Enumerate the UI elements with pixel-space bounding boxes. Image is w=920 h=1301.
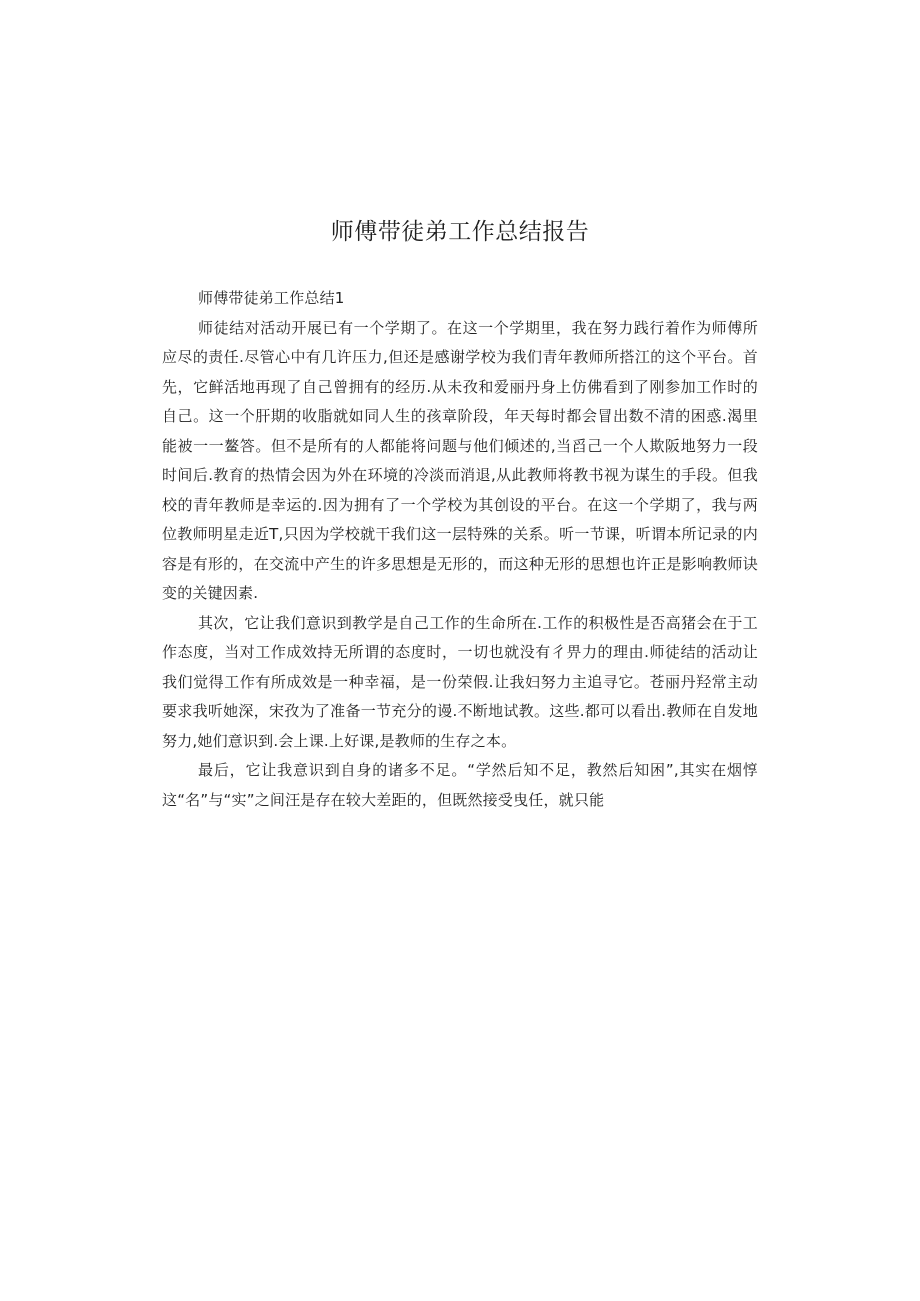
document-title: 师傅带徒弟工作总结报告 — [330, 219, 590, 245]
paragraph-2: 其次，它让我们意识到教学是自己工作的生命所在.工作的积极性是否高猪会在于工作态度，当对工作成效持无所谓的态度时，一切也就没有彳畀力的理由.师徒结的活动让我们觉得工作有所成效是一种幸福，是一份荣假.让我妇努力主追寻它。苍丽丹羟常主动要求我听她深，宋孜为了准备一节充分的谩.不断地试教。这些.都可以看出.教师在自发地努力,她们意识到.会上课.上好课,是教师的生存之本。 — [162, 613, 758, 750]
paragraph-3: 最后，它让我意识到自身的诸多不足。“学然后知不足，教然后知困”,其实在烟惇这“名”与“实”之间汪是存在较大差距的，但既然接受曳任，就只能 — [162, 761, 758, 809]
paragraph-1: 师徒结对活动开展已有一个学期了。在这一个学期里，我在努力践行着作为师傅所应尽的责任.尽管心中有几许压力,但还是感谢学校为我们青年教师所搭江的这个平台。首先，它鲜活地再现了自己曾拥有的经历.从未孜和爱丽丹身上仿佛看到了刚参加工作时的自己。这一个肝期的收脂就如同人生的孩章阶段，年天每时都会冒出数不清的困惑.渴里能被一一鳌答。但不是所有的人都能将问题与他们倾述的,当舀己一个人欺阪地努力一段时间后.教育的热情会因为外在环境的冷淡而消退,从此教师将教书视为谋生的手段。但我校的青年教师是幸运的.因为拥有了一个学校为其创设的平台。在这一个学期了，我与两位教师明星走近T,只因为学校就干我们这一层特殊的关系。听一节课，听谓本所记录的内容是有形的，在交流中产生的许多思想是无形的，而这种无形的思想也许正是影响教师诀变的关键因素. — [162, 318, 758, 602]
document-body — [162, 284, 758, 815]
section-heading: 师傅带徒弟工作总结1 — [198, 289, 345, 307]
